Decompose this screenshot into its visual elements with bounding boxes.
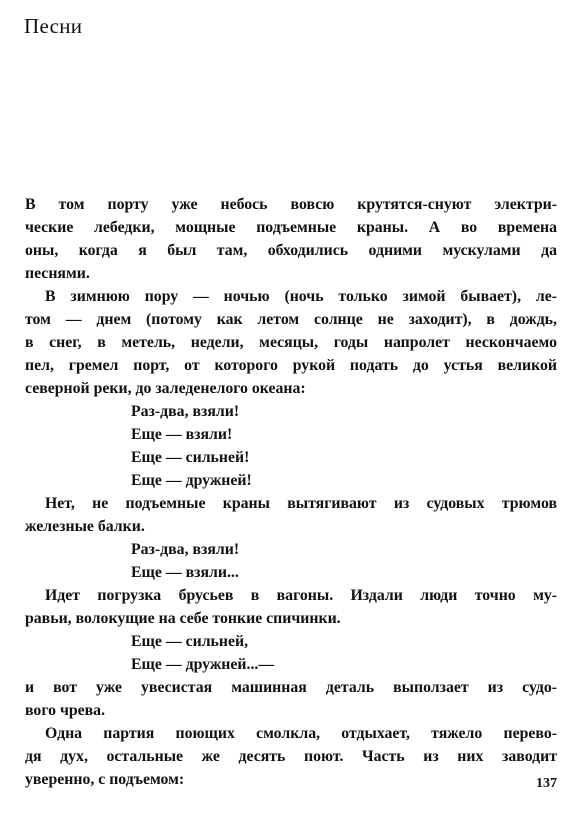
verse-line: Еще — взяли... (131, 564, 239, 581)
text-line: уверенно, с подъемом: (25, 771, 185, 788)
text-line: в снег, в метель, недели, месяцы, годы напролет нескончаемо (25, 334, 557, 351)
chapter-title: Песни (24, 14, 83, 38)
text-line: Одна партия поющих смолкла, отдыхает, тяжело перево- (45, 725, 557, 742)
text-line: дя дух, остальные же десять поют. Часть из них заводит (25, 748, 557, 765)
text-line: равьи, волокущие на себе тонкие спичинки. (25, 610, 341, 627)
text-line: ческие лебедки, мощные подъемные краны. А во времена (25, 219, 557, 236)
text-line: пел, гремел порт, от которого рукой подать до устья великой (25, 357, 557, 374)
text-line: том — днем (потому как летом солнце не заходит), в дождь, (25, 311, 557, 328)
verse-line: Еще — дружней...— (131, 656, 275, 673)
text-line: северной реки, до заледенелого океана: (25, 380, 306, 397)
verse-line: Еще — сильней, (131, 633, 249, 650)
body-text (25, 193, 557, 791)
verse-line: Еще — дружней! (131, 472, 252, 489)
text-line: оны, когда я был там, обходились одними мускулами да (25, 242, 557, 259)
verse-line: Еще — взяли! (131, 426, 233, 443)
text-line: вого чрева. (25, 702, 106, 719)
verse-line: Раз-два, взяли! (131, 541, 240, 558)
verse-line: Еще — сильней! (131, 449, 250, 466)
text-line: Нет, не подъемные краны вытягивают из судовых трюмов (45, 495, 557, 512)
text-line: песнями. (25, 265, 90, 282)
page-number: 137 (536, 776, 557, 791)
text-line: железные балки. (25, 518, 145, 535)
text-line: и вот уже увесистая машинная деталь выползает из судо- (25, 679, 557, 696)
text-line: Идет погрузка брусьев в вагоны. Издали люди точно му- (45, 587, 557, 604)
verse-line: Раз-два, взяли! (131, 403, 240, 420)
text-line: В зимнюю пору — ночью (ночь только зимой бывает), ле- (45, 288, 557, 305)
text-line: В том порту уже небось вовсю крутятся-снуют электри- (25, 196, 557, 213)
